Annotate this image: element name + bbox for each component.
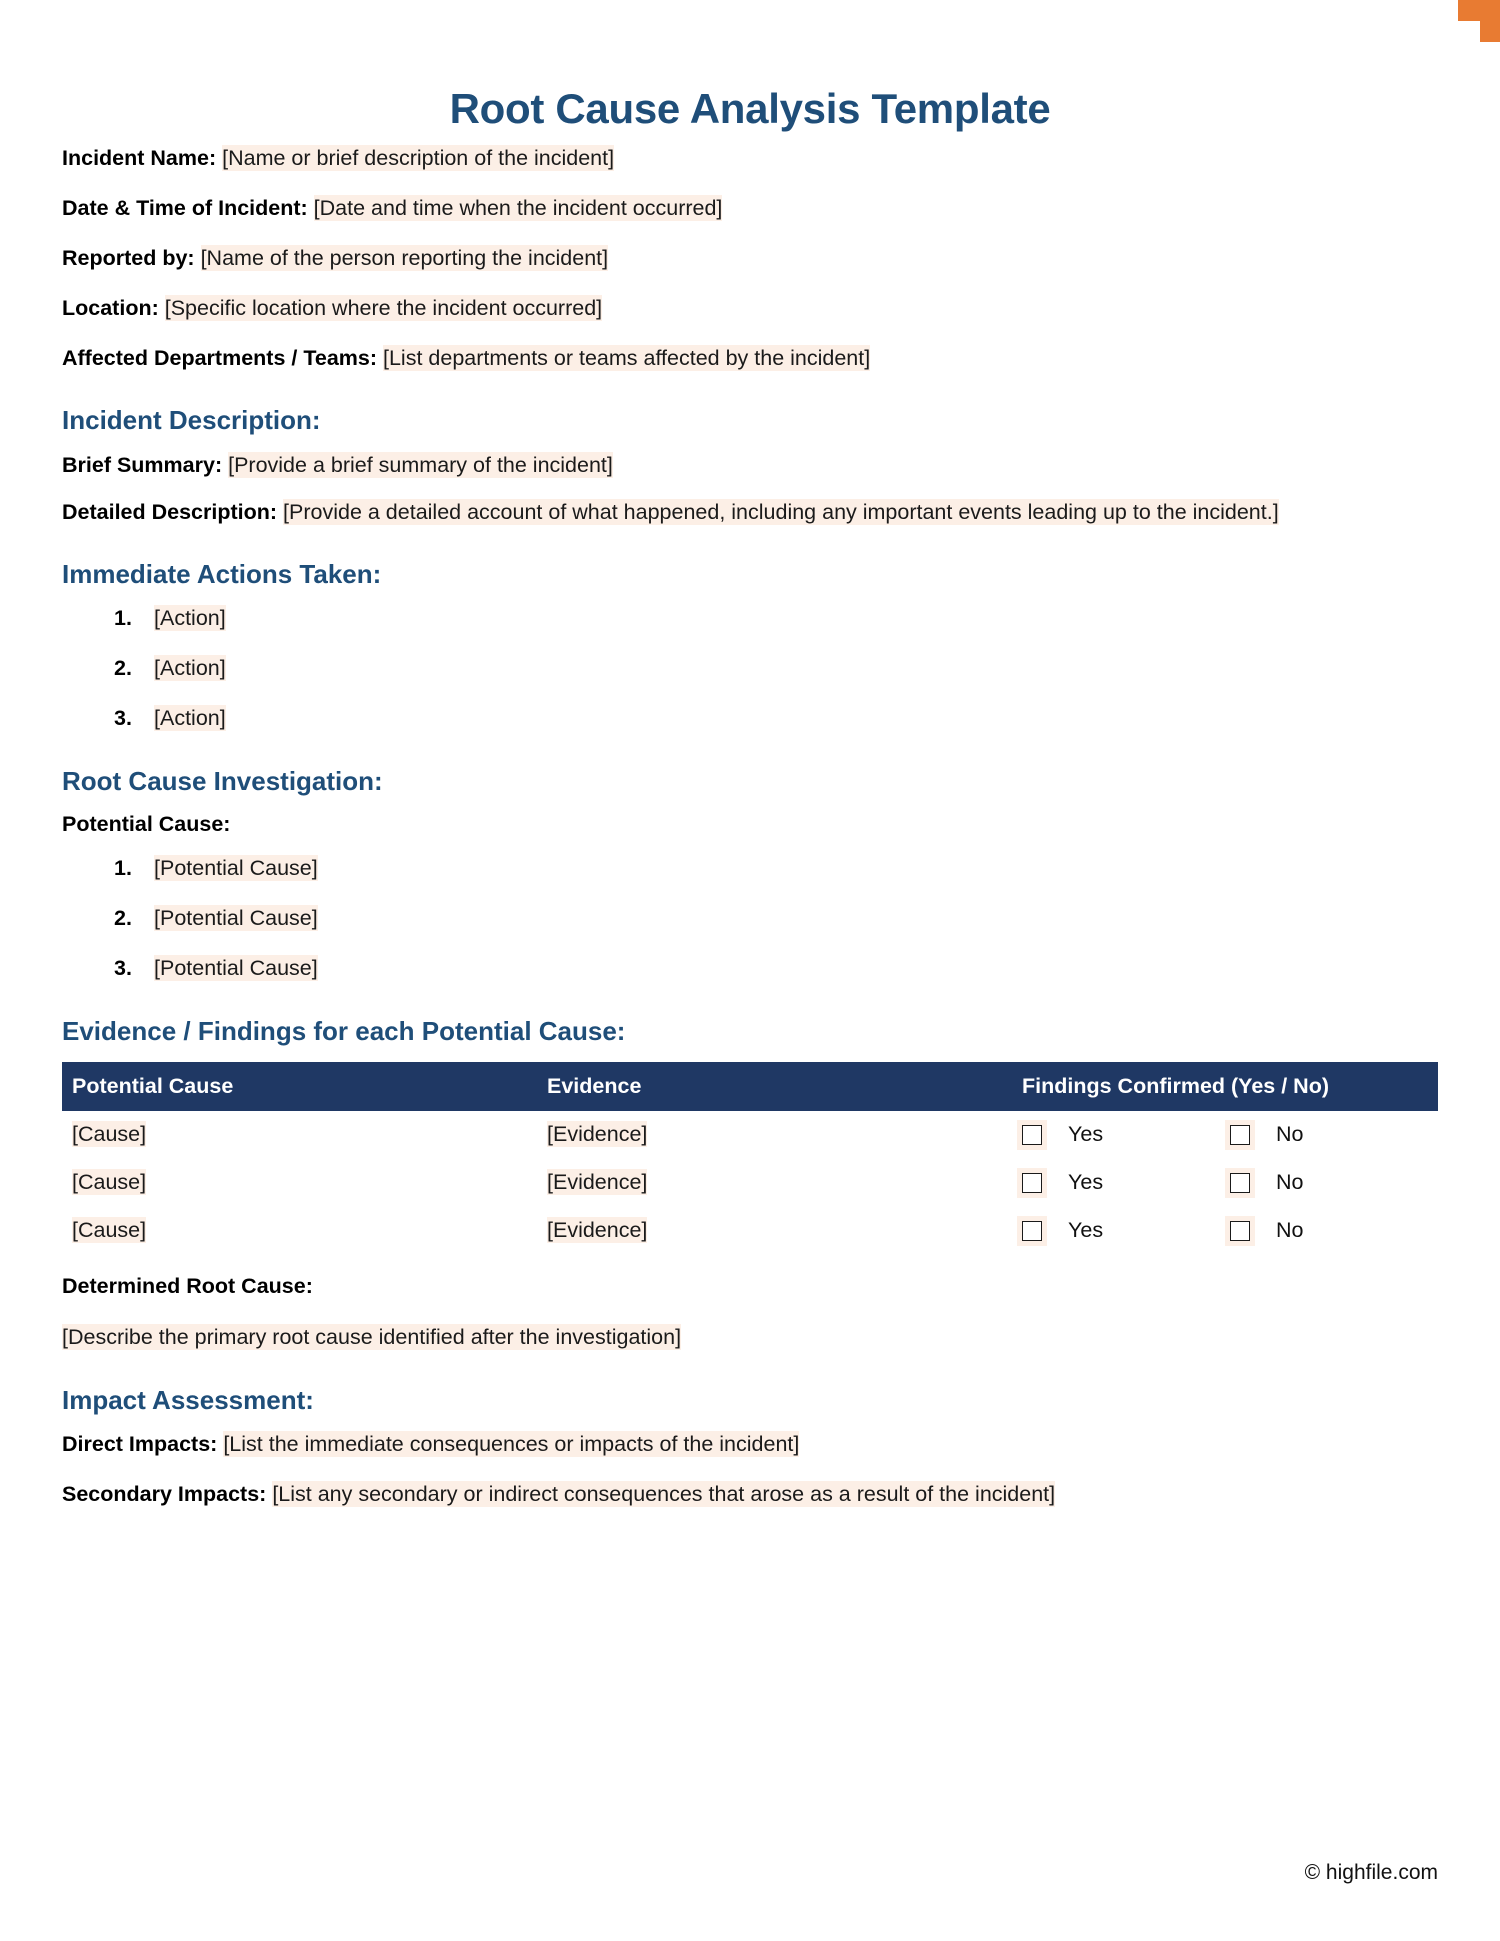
checkbox-yes-group (1022, 1169, 1230, 1197)
list-item-placeholder[interactable]: [Potential Cause] (154, 906, 318, 931)
determined-root-cause-placeholder[interactable]: [Describe the primary root cause identified after the investigation] (62, 1325, 682, 1350)
checkbox-no[interactable] (1230, 1173, 1250, 1193)
page-title: Root Cause Analysis Template (449, 85, 1051, 132)
evidence-findings-table (62, 1062, 1438, 1256)
cell-findings-confirmed (1012, 1207, 1438, 1255)
cause-placeholder[interactable]: [Cause] (72, 1218, 147, 1243)
checkbox-no-label: No (1276, 1218, 1304, 1243)
potential-cause-label: Potential Cause: (62, 812, 231, 837)
field-affected-departments-teams (62, 344, 1438, 373)
checkbox-group (1022, 1217, 1438, 1245)
footer-copyright: © highfile.com (1304, 1861, 1438, 1884)
list-item (154, 905, 1438, 933)
potential-cause-list (62, 855, 1438, 983)
cell-potential-cause (62, 1111, 537, 1159)
field-label: Incident Name: (62, 146, 217, 171)
section-heading-immediate-actions-taken: Immediate Actions Taken: (62, 559, 382, 590)
field-label: Brief Summary: (62, 452, 223, 477)
list-item (154, 605, 1438, 633)
checkbox-no-label: No (1276, 1122, 1304, 1147)
list-item-placeholder[interactable]: [Potential Cause] (154, 856, 318, 881)
determined-root-cause-label: Determined Root Cause: (62, 1274, 313, 1299)
cell-evidence (537, 1159, 1012, 1207)
column-header-potential-cause: Potential Cause (62, 1062, 537, 1112)
table-row (62, 1111, 1438, 1159)
cause-placeholder[interactable]: [Cause] (72, 1122, 147, 1147)
checkbox-yes-label: Yes (1068, 1122, 1104, 1147)
field-determined-root-cause (62, 1323, 1438, 1352)
field-date-time-of-incident (62, 194, 1438, 223)
evidence-placeholder[interactable]: [Evidence] (547, 1122, 648, 1147)
table-row (62, 1159, 1438, 1207)
field-detailed-description (62, 498, 1438, 527)
field-placeholder[interactable]: [Specific location where the incident occurred] (164, 295, 603, 320)
field-label: Location: (62, 295, 159, 320)
checkbox-group (1022, 1169, 1438, 1197)
checkbox-yes[interactable] (1022, 1173, 1042, 1193)
checkbox-yes[interactable] (1022, 1125, 1042, 1145)
table-header (62, 1062, 1438, 1112)
column-header-findings-confirmed: Findings Confirmed (Yes / No) (1012, 1062, 1438, 1112)
field-label: Date & Time of Incident: (62, 196, 308, 221)
field-placeholder[interactable]: [Provide a brief summary of the incident] (228, 452, 613, 477)
cell-evidence (537, 1111, 1012, 1159)
section-heading-evidence-findings: Evidence / Findings for each Potential Cause: (62, 1016, 626, 1047)
cell-potential-cause (62, 1207, 537, 1255)
cause-placeholder[interactable]: [Cause] (72, 1170, 147, 1195)
section-heading-root-cause-investigation: Root Cause Investigation: (62, 765, 383, 796)
list-item (154, 855, 1438, 883)
cell-potential-cause (62, 1159, 537, 1207)
checkbox-no-group (1230, 1217, 1438, 1245)
checkbox-yes-label: Yes (1068, 1170, 1104, 1195)
list-item-placeholder[interactable]: [Action] (154, 605, 226, 630)
list-item (154, 655, 1438, 683)
cell-findings-confirmed (1012, 1159, 1438, 1207)
checkbox-no[interactable] (1230, 1221, 1250, 1241)
field-placeholder[interactable]: [Name of the person reporting the incident] (200, 245, 609, 270)
field-direct-impacts (62, 1430, 1438, 1459)
table-body (62, 1111, 1438, 1255)
field-placeholder[interactable]: [List departments or teams affected by the incident] (383, 345, 871, 370)
field-placeholder[interactable]: [List any secondary or indirect consequences that arose as a result of the incident] (272, 1482, 1056, 1507)
cell-evidence (537, 1207, 1012, 1255)
checkbox-no-label: No (1276, 1170, 1304, 1195)
immediate-actions-list (62, 605, 1438, 733)
field-brief-summary (62, 451, 1438, 480)
cell-findings-confirmed (1012, 1111, 1438, 1159)
list-item (154, 705, 1438, 733)
field-placeholder[interactable]: [Date and time when the incident occurred] (313, 196, 723, 221)
checkbox-yes-group (1022, 1217, 1230, 1245)
field-placeholder[interactable]: [List the immediate consequences or impacts of the incident] (223, 1432, 800, 1457)
field-placeholder[interactable]: [Name or brief description of the incident] (222, 146, 615, 171)
section-heading-incident-description: Incident Description: (62, 405, 321, 436)
field-location (62, 294, 1438, 323)
field-incident-name (62, 144, 1438, 173)
checkbox-no-group (1230, 1121, 1438, 1149)
checkbox-yes-group (1022, 1121, 1230, 1149)
list-item-placeholder[interactable]: [Action] (154, 705, 226, 730)
field-label: Reported by: (62, 245, 195, 270)
evidence-placeholder[interactable]: [Evidence] (547, 1170, 648, 1195)
field-label: Detailed Description: (62, 499, 278, 524)
checkbox-group (1022, 1121, 1438, 1149)
checkbox-yes-label: Yes (1068, 1218, 1104, 1243)
checkbox-no[interactable] (1230, 1125, 1250, 1145)
field-label: Direct Impacts: (62, 1432, 218, 1457)
list-item-placeholder[interactable]: [Potential Cause] (154, 956, 318, 981)
field-reported-by (62, 244, 1438, 273)
evidence-placeholder[interactable]: [Evidence] (547, 1218, 648, 1243)
incident-header-fields (62, 144, 1438, 372)
section-heading-impact-assessment: Impact Assessment: (62, 1384, 314, 1415)
checkbox-yes[interactable] (1022, 1221, 1042, 1241)
list-item (154, 955, 1438, 983)
field-placeholder[interactable]: [Provide a detailed account of what happened, including any important events leading up to the incident.] (283, 499, 1279, 524)
table-header-row (62, 1062, 1438, 1112)
list-item-placeholder[interactable]: [Action] (154, 655, 226, 680)
checkbox-no-group (1230, 1169, 1438, 1197)
field-label: Affected Departments / Teams: (62, 345, 378, 370)
table-row (62, 1207, 1438, 1255)
column-header-evidence: Evidence (537, 1062, 1012, 1112)
field-secondary-impacts (62, 1480, 1438, 1509)
field-label: Secondary Impacts: (62, 1482, 267, 1507)
